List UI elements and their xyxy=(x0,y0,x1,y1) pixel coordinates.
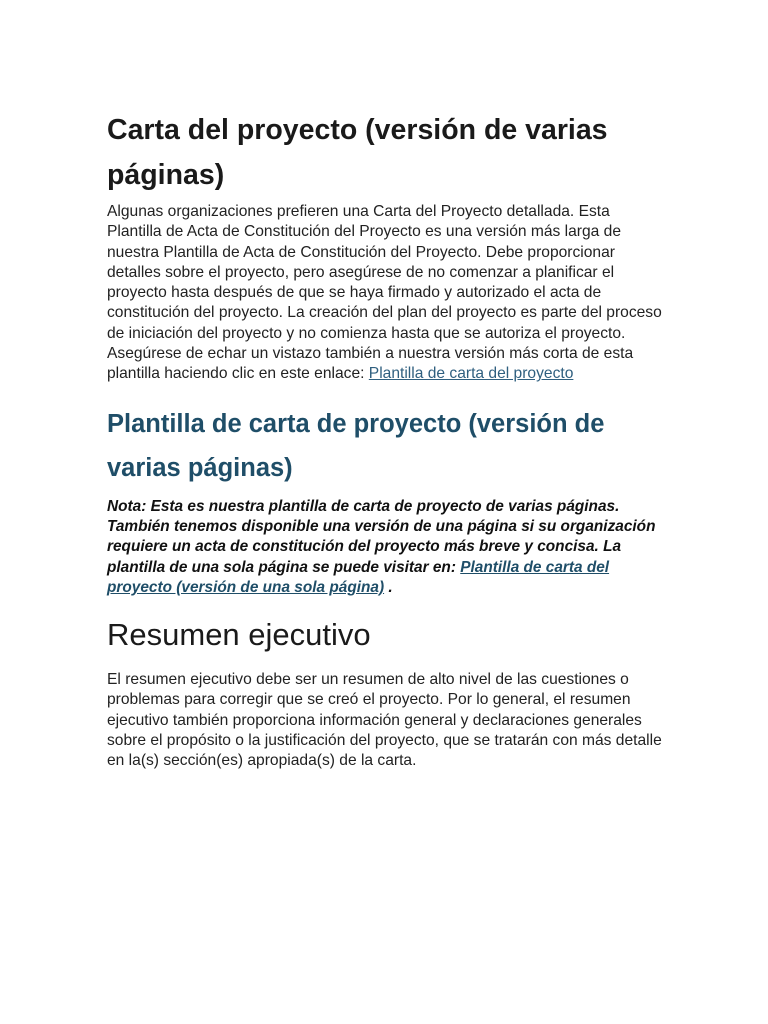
executive-summary-body: El resumen ejecutivo debe ser un resumen de alto nivel de las cuestiones o problemas para corregir que se creó el proyecto. Por lo general, el resumen ejecutivo también proporciona información general y declaraciones generales sobre el propósito o la justificación del proyecto, que se tratarán con más detalle en la(s) sección(es) apropiada(s) de la carta. xyxy=(107,671,662,770)
intro-paragraph xyxy=(107,202,667,385)
note-paragraph xyxy=(107,497,667,598)
intro-link-prefix: Asegúrese de echar un vistazo también a nuestra versión más corta de esta plantilla haciendo clic en este enlace: xyxy=(107,345,634,383)
note-text: Nota: Esta es nuestra plantilla de carta de proyecto de varias páginas. También tenemos disponible una versión de una página si su organización requiere un acta de constitución del proyecto más breve y concisa. La plantilla de una sola página se puede visitar en: xyxy=(107,497,656,576)
page-title: Carta del proyecto (versión de varias páginas) xyxy=(107,114,608,191)
executive-summary-heading: Resumen ejecutivo xyxy=(107,617,371,653)
template-heading: Plantilla de carta de proyecto (versión de varias páginas) xyxy=(107,409,605,482)
intro-paragraph-text: Algunas organizaciones prefieren una Carta del Proyecto detallada. Esta Plantilla de Acta de Constitución del Proyecto es una versión más larga de nuestra Plantilla de Acta de Constitución del Proyecto. Debe proporcionar detalles sobre el proyecto, pero asegúrese de no comenzar a planificar el proyecto hasta después de que se haya firmado y autorizado el acta de constitución del proyecto. La creación del plan del proyecto es parte del proceso de iniciación del proyecto y no comienza hasta que se autoriza el proyecto. xyxy=(107,203,662,342)
note-suffix: . xyxy=(384,578,393,596)
one-page-template-link[interactable]: Plantilla de carta del proyecto (versión de una sola página) xyxy=(107,558,610,596)
short-template-link[interactable]: Plantilla de carta del proyecto xyxy=(368,365,574,383)
document-page xyxy=(107,108,667,772)
